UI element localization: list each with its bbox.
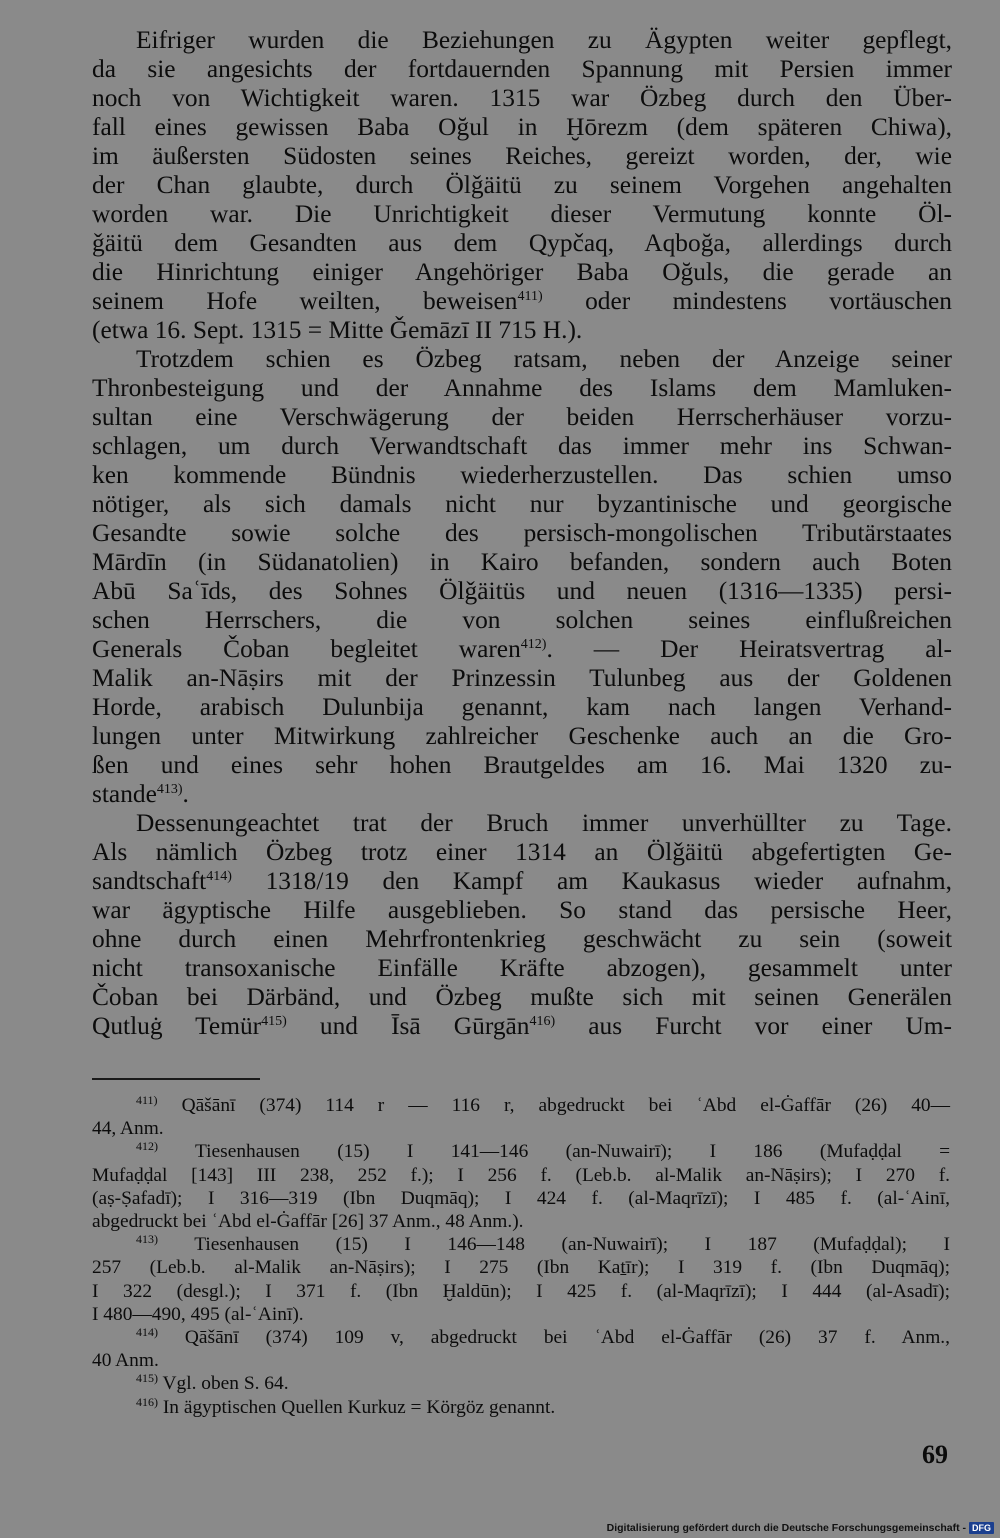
text-run: Gesandte sowie solche des persisch-mongolischen Tributärstaates — [92, 519, 952, 547]
text-run: I 322 (desgl.); I 371 f. (Ibn Ḫaldūn); I 425 f. (al-Maqrīzī); I 444 (al-Asadī); — [92, 1280, 950, 1302]
footnote-marker: 415) — [136, 1371, 158, 1386]
text-run: Mufaḍḍal [143] III 238, 252 f.); I 256 f. (Leb.b. al-Malik an-Nāṣirs); I 270 f. — [92, 1164, 950, 1186]
footnote-line — [92, 1210, 950, 1233]
text-run: oder mindestens vortäuschen — [542, 287, 952, 315]
footnote — [92, 1140, 950, 1233]
text-run: stande — [92, 780, 157, 808]
text-run: ohne durch einen Mehrfrontenkrieg geschwächt zu sein (soweit — [92, 925, 952, 953]
text-run: ǧäitü dem Gesandten aus dem Qypčaq, Aqboğa, allerdings durch — [92, 229, 952, 257]
text-line — [92, 316, 952, 345]
footnote-line — [92, 1326, 950, 1349]
text-line — [92, 693, 952, 722]
text-line — [92, 142, 952, 171]
footnote-line — [92, 1164, 950, 1187]
footnote-divider — [92, 1078, 260, 1080]
text-run: lungen unter Mitwirkung zahlreicher Geschenke auch an die Gro- — [92, 722, 952, 750]
text-run: . — Der Heiratsvertrag al- — [546, 635, 952, 663]
text-run: Horde, arabisch Dulunbija genannt, kam nach langen Verhand- — [92, 693, 952, 721]
text-run: war ägyptische Hilfe ausgeblieben. So stand das persische Heer, — [92, 896, 952, 924]
paragraph — [92, 809, 952, 1041]
text-run: (aṣ-Ṣafadī); I 316—319 (Ibn Duqmāq); I 424 f. (al-Maqrīzī); I 485 f. (al-ʿAinī, — [92, 1187, 950, 1209]
footnote-marker: 413) — [156, 782, 183, 797]
text-run: ken kommende Bündnis wiederherzustellen. Das schien umso — [92, 461, 952, 489]
footnote-line — [92, 1187, 950, 1210]
text-run: 257 (Leb.b. al-Malik an-Nāṣirs); I 275 (Ibn Kaṯīr); I 319 f. (Ibn Duqmāq); — [92, 1257, 950, 1279]
footnote — [92, 1372, 950, 1395]
text-run: nicht transoxanische Einfälle Kräfte abzogen), gesammelt unter — [92, 954, 952, 982]
footnote-line — [92, 1094, 950, 1117]
text-run: Mārdīn (in Südanatolien) in Kairo befanden, sondern auch Boten — [92, 548, 952, 576]
footnote-marker: 412) — [520, 637, 547, 652]
footnote-marker: 414) — [136, 1325, 158, 1340]
text-run: Tiesenhausen (15) I 141—146 (an-Nuwairī); I 186 (Mufaḍḍal = — [158, 1141, 950, 1163]
text-line — [92, 287, 952, 316]
text-run: fall eines gewissen Baba Oğul in Ḫōrezm (dem späteren Chiwa), — [92, 113, 952, 141]
text-run: 1318/19 den Kampf am Kaukasus wieder aufnahm, — [231, 867, 952, 895]
text-run: sandtschaft — [92, 867, 207, 895]
text-line — [92, 519, 952, 548]
text-line — [92, 722, 952, 751]
text-run: I 480—490, 495 (al-ʿAinī). — [92, 1303, 304, 1325]
text-line — [92, 55, 952, 84]
text-run: Čoban bei Därbänd, und Özbeg mußte sich mit seinen Generälen — [92, 983, 952, 1011]
footnote-marker: 416) — [136, 1394, 158, 1409]
paragraph — [92, 26, 952, 345]
text-run: und Īsā Gūrgān — [286, 1012, 530, 1040]
footnote-line — [92, 1303, 950, 1326]
footnote — [92, 1094, 950, 1140]
text-line — [92, 26, 952, 55]
text-run: . — [182, 780, 189, 808]
footnote-line — [92, 1256, 950, 1279]
text-line — [92, 867, 952, 896]
paragraph — [92, 345, 952, 809]
text-line — [92, 200, 952, 229]
text-line — [92, 954, 952, 983]
text-line — [92, 1012, 952, 1041]
footnote — [92, 1326, 950, 1372]
footnote-line — [92, 1396, 950, 1419]
text-run: da sie angesichts der fortdauernden Spannung mit Persien immer — [92, 55, 952, 83]
text-line — [92, 635, 952, 664]
text-run: Tiesenhausen (15) I 146—148 (an-Nuwairī); I 187 (Mufaḍḍal); I — [158, 1234, 950, 1256]
footnotes — [92, 1094, 950, 1419]
footnote-marker: 411) — [136, 1093, 158, 1107]
text-run: ßen und eines sehr hohen Brautgeldes am 16. Mai 1320 zu- — [92, 751, 952, 779]
text-line — [92, 258, 952, 287]
text-run: In ägyptischen Quellen Kurkuz = Körgöz genannt. — [158, 1396, 556, 1418]
text-run: Malik an-Nāṣirs mit der Prinzessin Tulunbeg aus der Goldenen — [92, 664, 952, 692]
text-line — [92, 548, 952, 577]
text-run: Eifriger wurden die Beziehungen zu Ägypten weiter gepflegt, — [136, 26, 952, 54]
text-line — [92, 896, 952, 925]
text-line — [92, 403, 952, 432]
text-run: nötiger, als sich damals nicht nur byzantinische und georgische — [92, 490, 952, 518]
footnote-line — [92, 1280, 950, 1303]
text-run: 44, Anm. — [92, 1118, 164, 1140]
text-run: Thronbesteigung und der Annahme des Islams dem Mamluken- — [92, 374, 952, 402]
text-run: Qāšānī (374) 109 v, abgedruckt bei ʿAbd el-Ġaffār (26) 37 f. Anm., — [158, 1327, 950, 1349]
text-line — [92, 664, 952, 693]
footnote — [92, 1233, 950, 1326]
text-line — [92, 983, 952, 1012]
footnote-marker: 415) — [261, 1014, 287, 1029]
text-run: sultan eine Verschwägerung der beiden Herrscherhäuser vorzu- — [92, 403, 952, 431]
text-run: seinem Hofe weilten, beweisen — [92, 287, 518, 315]
footnote-line — [92, 1117, 950, 1140]
text-line — [92, 838, 952, 867]
text-run: der Chan glaubte, durch Ölǧäitü zu seinem Vorgehen angehalten — [92, 171, 952, 199]
digitization-credit — [607, 1522, 994, 1534]
text-run: Dessenungeachtet trat der Bruch immer unverhüllter zu Tage. — [136, 809, 952, 837]
footnote-line — [92, 1372, 950, 1395]
footnote-marker: 413) — [136, 1232, 158, 1247]
dfg-logo-icon: DFG — [969, 1522, 994, 1534]
text-line — [92, 925, 952, 954]
text-run: noch von Wichtigkeit waren. 1315 war Özbeg durch den Über- — [92, 84, 952, 112]
footnote-line — [92, 1140, 950, 1163]
footnote-marker: 411) — [517, 289, 543, 304]
text-line — [92, 113, 952, 142]
text-line — [92, 577, 952, 606]
text-line — [92, 809, 952, 838]
text-line — [92, 171, 952, 200]
text-run: Abū Saʿīds, des Sohnes Ölǧäitüs und neuen (1316—1335) persi- — [92, 577, 952, 605]
text-line — [92, 345, 952, 374]
text-run: schen Herrschers, die von solchen seines einflußreichen — [92, 606, 952, 634]
text-run: Generals Čoban begleitet waren — [92, 635, 521, 663]
text-run: (etwa 16. Sept. 1315 = Mitte Ǧemāzī II 715 H.). — [92, 316, 583, 344]
footnote-marker: 412) — [136, 1139, 158, 1154]
footnote-marker: 416) — [529, 1014, 556, 1029]
text-run: Vgl. oben S. 64. — [158, 1373, 289, 1395]
text-line — [92, 374, 952, 403]
text-run: die Hinrichtung einiger Angehöriger Baba Oğuls, die gerade an — [92, 258, 952, 286]
text-line — [92, 229, 952, 258]
text-run: im äußersten Südosten seines Reiches, gereizt worden, der, wie — [92, 142, 952, 170]
text-line — [92, 461, 952, 490]
main-text — [92, 26, 952, 1041]
text-line — [92, 751, 952, 780]
credit-text: Digitalisierung gefördert durch die Deutsche Forschungsgemeinschaft - — [606, 1522, 966, 1534]
text-run: Trotzdem schien es Özbeg ratsam, neben der Anzeige seiner — [136, 345, 952, 373]
text-run: Qutluġ Temür — [92, 1012, 262, 1040]
footnote-marker: 414) — [206, 869, 232, 884]
text-run: 40 Anm. — [92, 1350, 159, 1372]
text-line — [92, 490, 952, 519]
footnote-line — [92, 1233, 950, 1256]
text-line — [92, 84, 952, 113]
page-number: 69 — [922, 1440, 948, 1469]
footnote-line — [92, 1349, 950, 1372]
text-run: aus Furcht vor einer Um- — [555, 1012, 952, 1040]
text-run: abgedruckt bei ʿAbd el-Ġaffār [26] 37 Anm., 48 Anm.). — [92, 1211, 524, 1233]
text-run: Als nämlich Özbeg trotz einer 1314 an Ölǧäitü abgefertigten Ge- — [92, 838, 952, 866]
text-run: worden war. Die Unrichtigkeit dieser Vermutung konnte Öl- — [92, 200, 952, 228]
footnote — [92, 1396, 950, 1419]
text-run: Qāšānī (374) 114 r — 116 r, abgedruckt bei ʿAbd el-Ġaffār (26) 40— — [157, 1095, 950, 1116]
text-line — [92, 432, 952, 461]
text-run: schlagen, um durch Verwandtschaft das immer mehr ins Schwan- — [92, 432, 952, 460]
text-line — [92, 606, 952, 635]
text-line — [92, 780, 952, 809]
